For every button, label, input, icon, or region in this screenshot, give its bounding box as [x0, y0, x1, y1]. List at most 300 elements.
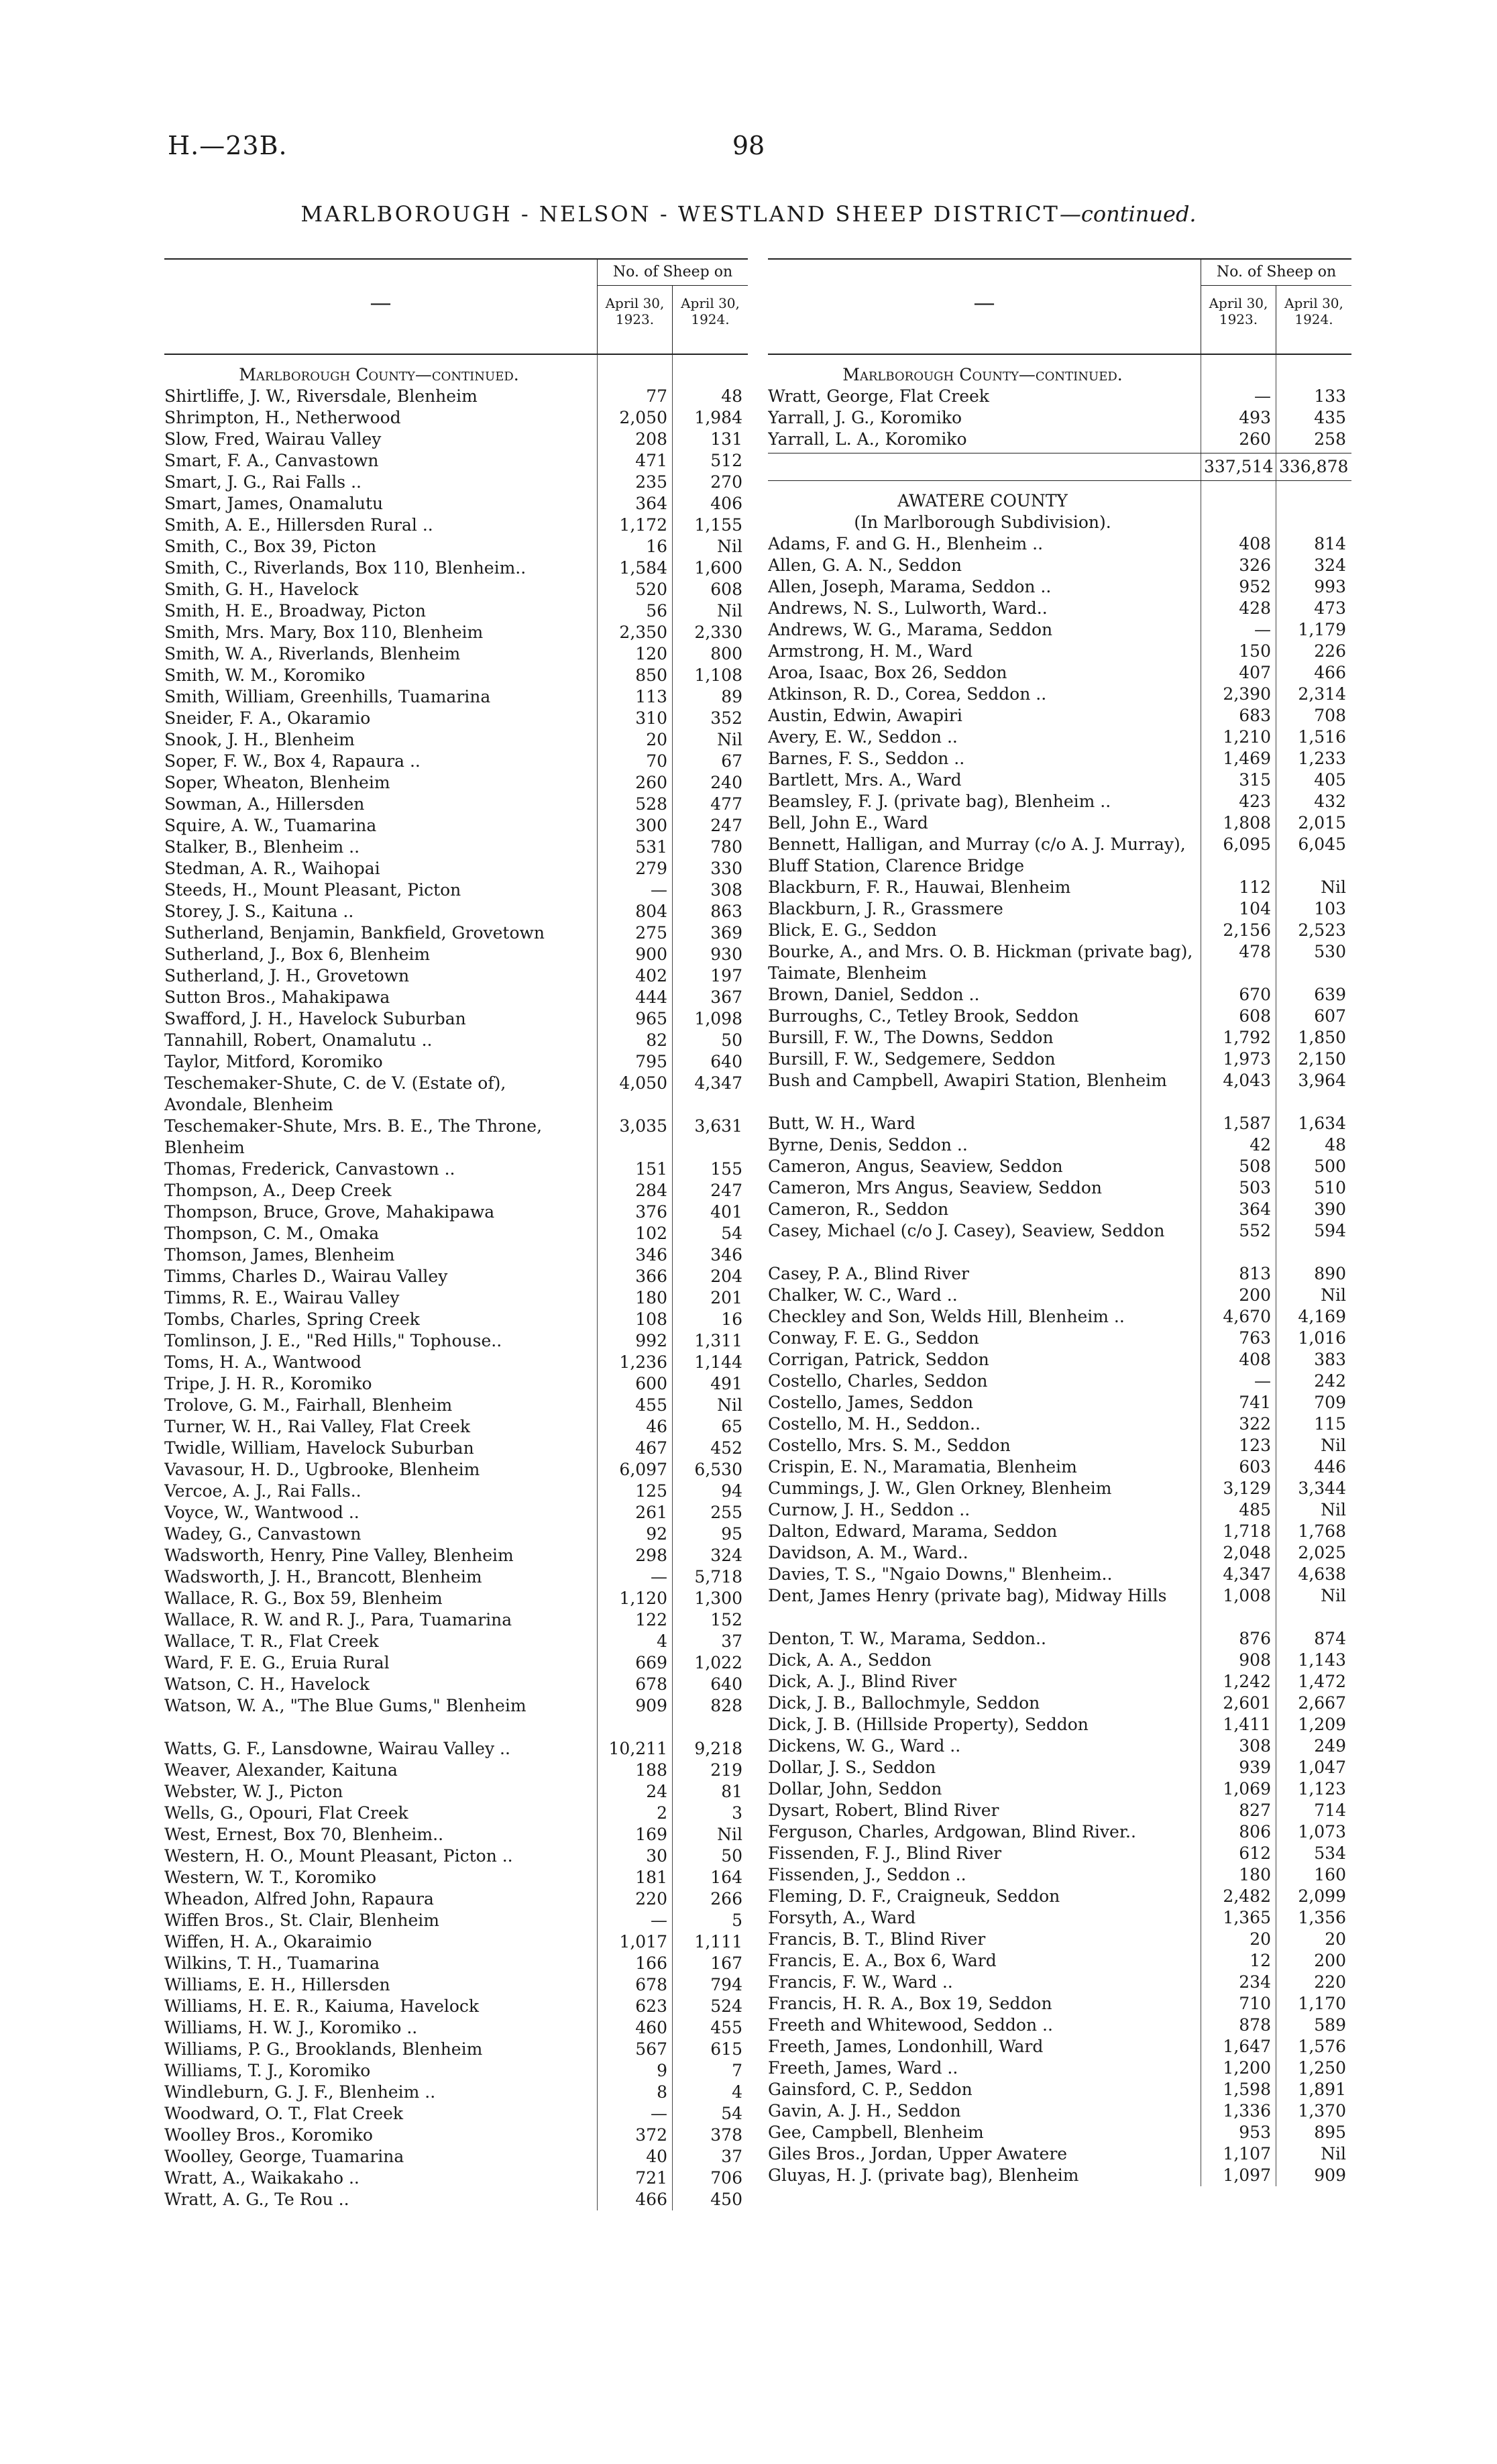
sheep-1923: 408	[1239, 1350, 1271, 1369]
table-row	[768, 1456, 1351, 1478]
owner-name: Tannahill, Robert, Onamalutu ..	[164, 1030, 433, 1050]
owner-name: Bursill, F. W., Sedgemere, Seddon	[768, 1049, 1056, 1069]
owner-name: Blick, E. G., Seddon	[768, 920, 937, 940]
owner-name: Toms, H. A., Wantwood	[164, 1352, 362, 1372]
sheep-1923: 1,210	[1223, 727, 1271, 747]
sheep-1923: 2,390	[1223, 684, 1271, 704]
owner-name: Wallace, R. G., Box 59, Blenheim	[164, 1589, 443, 1608]
sheep-1923: 208	[635, 429, 667, 449]
sheep-1923: 909	[635, 1696, 667, 1715]
sheep-1923: 678	[635, 1975, 667, 1994]
table-row	[164, 1974, 748, 1996]
table-row	[164, 1953, 748, 1974]
sheep-1924: 1,022	[694, 1653, 742, 1672]
sheep-1923: 600	[635, 1374, 667, 1393]
table-row	[768, 1929, 1351, 1950]
table-row	[164, 858, 748, 879]
sheep-1923: 1,008	[1223, 1586, 1271, 1605]
sheep-1924: 401	[710, 1202, 742, 1222]
owner-name: Fleming, D. F., Craigneuk, Seddon	[768, 1886, 1060, 1906]
table-row	[164, 1502, 748, 1523]
sheep-1923: 16	[646, 537, 667, 556]
table-row	[768, 748, 1351, 769]
sheep-1924: 1,984	[694, 408, 742, 427]
owner-name: Wiffen, H. A., Okaraimio	[164, 1932, 372, 1951]
table-row	[164, 1523, 748, 1545]
table-row	[768, 1263, 1351, 1285]
sheep-1923: 108	[635, 1309, 667, 1329]
sheep-1924: Nil	[1321, 1500, 1346, 1519]
owner-name: Trolove, G. M., Fairhall, Blenheim	[164, 1395, 453, 1415]
table-row	[768, 1714, 1351, 1735]
sheep-1924: 50	[721, 1030, 742, 1050]
owner-name: Thomson, James, Blenheim	[164, 1245, 395, 1265]
owner-name: Bell, John E., Ward	[768, 813, 928, 833]
owner-name: Blackburn, J. R., Grassmere	[768, 899, 1003, 918]
table-row	[164, 1845, 748, 1867]
table-row	[768, 555, 1351, 576]
sheep-1924: 2,025	[1298, 1543, 1346, 1562]
owner-name: Cameron, Mrs Angus, Seaview, Seddon	[768, 1178, 1102, 1197]
sheep-1923: 315	[1239, 770, 1271, 790]
owner-name: Francis, B. T., Blind River	[768, 1929, 986, 1949]
owner-name: Swafford, J. H., Havelock Suburban	[164, 1009, 466, 1028]
sheep-1924: 530	[1314, 942, 1346, 961]
owner-name: Austin, Edwin, Awapiri	[768, 706, 962, 725]
sheep-1923: 125	[635, 1481, 667, 1501]
sheep-1923: 9	[657, 2061, 667, 2080]
table-row	[768, 705, 1351, 727]
owner-name: Thompson, A., Deep Creek	[164, 1181, 392, 1200]
sheep-1923: 827	[1239, 1801, 1271, 1820]
table-row	[768, 641, 1351, 662]
table-row	[164, 2103, 748, 2125]
owner-name: Storey, J. S., Kaituna ..	[164, 902, 354, 921]
owner-name: Beamsley, F. J. (private bag), Blenheim ..	[768, 792, 1111, 811]
page-number: 98	[732, 131, 765, 160]
section-heading: Marlborough County—continued.	[239, 365, 519, 384]
owner-name: Sneider, F. A., Okaramio	[164, 708, 371, 728]
sheep-1923: 310	[635, 708, 667, 728]
owner-name: Bourke, A., and Mrs. O. B. Hickman (private bag), Taimate, Blenheim	[768, 942, 1193, 983]
sheep-1924: 240	[710, 773, 742, 792]
sheep-1923: 4	[657, 1631, 667, 1651]
table-row	[768, 1413, 1351, 1435]
table-row	[164, 1330, 748, 1352]
sheep-1923: 508	[1239, 1157, 1271, 1176]
table-row	[768, 1134, 1351, 1156]
owner-name: Conway, F. E. G., Seddon	[768, 1328, 979, 1348]
owner-name: Gavin, A. J. H., Seddon	[768, 2101, 961, 2121]
sheep-1924: 3,344	[1298, 1479, 1346, 1498]
owner-name: Sutton Bros., Mahakipawa	[164, 987, 390, 1007]
table-row	[768, 2036, 1351, 2057]
sheep-1923: 120	[635, 644, 667, 663]
sheep-1923: 92	[646, 1524, 667, 1544]
sheep-1923: 528	[635, 794, 667, 814]
sheep-1924: 1,123	[1298, 1779, 1346, 1799]
owner-name: Allen, G. A. N., Seddon	[768, 555, 962, 575]
table-row	[768, 898, 1351, 920]
sheep-1923: —	[651, 2104, 667, 2123]
owner-name: Yarrall, J. G., Koromiko	[768, 408, 962, 427]
sheep-1924: 500	[1314, 1157, 1346, 1176]
owner-name: Shrimpton, H., Netherwood	[164, 408, 401, 427]
table-row	[164, 944, 748, 965]
owner-name: Timms, Charles D., Wairau Valley	[164, 1267, 448, 1286]
sheep-1923: 485	[1239, 1500, 1271, 1519]
sheep-1923: 1,107	[1223, 2144, 1271, 2163]
sheep-1924: 103	[1314, 899, 1346, 918]
sheep-1924: 828	[710, 1696, 742, 1715]
sheep-1923: 423	[1239, 792, 1271, 811]
sheep-1923: 2,050	[619, 408, 667, 427]
owner-name: Yarrall, L. A., Koromiko	[768, 429, 967, 449]
sheep-1923: 70	[646, 751, 667, 771]
table-row	[164, 922, 748, 944]
owner-name: Casey, Michael (c/o J. Casey), Seaview, Seddon	[768, 1221, 1165, 1240]
sheep-1924: 369	[710, 923, 742, 943]
owner-name: Allen, Joseph, Marama, Seddon ..	[768, 577, 1052, 596]
table-row	[768, 1778, 1351, 1800]
owner-name: Denton, T. W., Marama, Seddon..	[768, 1629, 1046, 1648]
table-row	[768, 1156, 1351, 1177]
sheep-1923: 471	[635, 451, 667, 470]
sheep-1923: 122	[635, 1610, 667, 1629]
table-row	[768, 920, 1351, 941]
subdivision-note: (In Marlborough Subdivision).	[854, 513, 1111, 532]
sheep-1923: 6,097	[619, 1460, 667, 1479]
owner-name: Curnow, J. H., Seddon ..	[768, 1500, 971, 1519]
sheep-1923: 466	[635, 2190, 667, 2209]
table-row	[768, 2100, 1351, 2122]
sheep-1924: 247	[710, 816, 742, 835]
owner-name: Cummings, J. W., Glen Orkney, Blenheim	[768, 1479, 1112, 1498]
sheep-1923: —	[651, 880, 667, 900]
sheep-1923: 2	[657, 1803, 667, 1823]
owner-name: Taylor, Mitford, Koromiko	[164, 1052, 383, 1071]
table-row	[164, 879, 748, 901]
sheep-1923: 710	[1239, 1994, 1271, 2013]
sheep-1923: 503	[1239, 1178, 1271, 1197]
header-dash: —	[370, 290, 392, 315]
sheep-1924: 6,045	[1298, 835, 1346, 854]
sheep-1924: 3	[732, 1803, 742, 1823]
sheep-1924: 201	[710, 1288, 742, 1307]
owner-name: Sutherland, J., Box 6, Blenheim	[164, 945, 431, 964]
table-row	[164, 1201, 748, 1223]
owner-name: Cameron, Angus, Seaview, Seddon	[768, 1157, 1063, 1176]
table-row	[768, 1735, 1351, 1757]
sheep-1923: 12	[1250, 1951, 1271, 1970]
sheep-1924: 1,233	[1298, 749, 1346, 768]
sheep-1924: 65	[721, 1417, 742, 1436]
table-row	[164, 1631, 748, 1652]
owner-name: Wadey, G., Canvastown	[164, 1524, 362, 1544]
table-row	[164, 1416, 748, 1438]
owner-name: Sutherland, J. H., Grovetown	[164, 966, 410, 985]
table-row	[768, 1628, 1351, 1650]
table-row	[164, 751, 748, 772]
sheep-1924: 324	[710, 1546, 742, 1565]
table-row	[164, 1824, 748, 1845]
sheep-1924: 67	[721, 751, 742, 771]
owner-name: Smith, Mrs. Mary, Box 110, Blenheim	[164, 623, 484, 642]
owner-name: Dollar, J. S., Seddon	[768, 1758, 936, 1777]
sheep-1923: 364	[1239, 1199, 1271, 1219]
table-row	[164, 1695, 748, 1738]
table-row	[164, 1373, 748, 1395]
total-1924: 336,878	[1279, 457, 1349, 476]
sheep-1923: 260	[1239, 429, 1271, 449]
sheep-1924: 452	[710, 1438, 742, 1458]
sheep-1923: 444	[635, 987, 667, 1007]
sheep-1924: 4,638	[1298, 1564, 1346, 1584]
col-1923-header: April 30, 1923.	[1201, 286, 1276, 354]
sheep-1924: 1,634	[1298, 1114, 1346, 1133]
owner-name: Wratt, George, Flat Creek	[768, 386, 989, 406]
owner-name: Wallace, T. R., Flat Creek	[164, 1631, 379, 1651]
table-row	[768, 1285, 1351, 1306]
sheep-1924: 346	[710, 1245, 742, 1265]
section-heading: Marlborough County—continued.	[842, 365, 1123, 384]
sheep-1924: 255	[710, 1503, 742, 1522]
sheep-1923: 567	[635, 2039, 667, 2059]
owner-name: Byrne, Denis, Seddon ..	[768, 1135, 968, 1155]
owner-name: Dick, A. J., Blind River	[768, 1672, 957, 1691]
sheep-1924: 20	[1325, 1929, 1346, 1949]
sheep-1924: 1,472	[1298, 1672, 1346, 1691]
sheep-1924: 2,150	[1298, 1049, 1346, 1069]
table-row	[164, 2039, 748, 2060]
table-row	[768, 1113, 1351, 1134]
sheep-1923: —	[651, 1911, 667, 1930]
sheep-1923: 2,482	[1223, 1886, 1271, 1906]
sheep-1924: Nil	[717, 537, 742, 556]
sheep-1923: 795	[635, 1052, 667, 1071]
owner-name: Twidle, William, Havelock Suburban	[164, 1438, 474, 1458]
sheep-1923: 1,598	[1223, 2080, 1271, 2099]
owner-name: Tomlinson, J. E., "Red Hills," Tophouse..	[164, 1331, 502, 1350]
owner-name: Stedman, A. R., Waihopai	[164, 859, 380, 878]
owner-name: Western, W. T., Koromiko	[164, 1868, 377, 1887]
owner-name: Tripe, J. H. R., Koromiko	[164, 1374, 372, 1393]
sheep-1923: 908	[1239, 1650, 1271, 1670]
sheep-1924: 780	[710, 837, 742, 857]
table-row	[768, 941, 1351, 984]
owner-name: Aroa, Isaac, Box 26, Seddon	[768, 663, 1007, 682]
owner-name: Williams, H. E. R., Kaiuma, Havelock	[164, 1996, 480, 2016]
table-row	[768, 533, 1351, 555]
table-row	[768, 1306, 1351, 1328]
table-row	[768, 1392, 1351, 1413]
sheep-1923: 2,601	[1223, 1693, 1271, 1713]
table-row	[768, 2015, 1351, 2036]
sheep-1923: 1,120	[619, 1589, 667, 1608]
table-row	[164, 729, 748, 751]
sheep-1924: 383	[1314, 1350, 1346, 1369]
sheep-1924: 2,314	[1298, 684, 1346, 704]
sheep-1923: 234	[1239, 1972, 1271, 1992]
sheep-1924: 270	[710, 472, 742, 492]
owner-name: Smith, A. E., Hillersden Rural ..	[164, 515, 433, 535]
table-row	[164, 2146, 748, 2167]
sheep-1924: 1,600	[694, 558, 742, 578]
table-row	[164, 1588, 748, 1609]
sheep-1923: 460	[635, 2018, 667, 2037]
sheep-1924: 50	[721, 1846, 742, 1866]
sheep-1924: 160	[1314, 1865, 1346, 1884]
owner-name: Adams, F. and G. H., Blenheim ..	[768, 534, 1044, 553]
owner-name: Francis, F. W., Ward ..	[768, 1972, 953, 1992]
owner-name: Smart, James, Onamalutu	[164, 494, 384, 513]
owner-name: Watson, W. A., "The Blue Gums," Blenheim	[164, 1696, 526, 1715]
sheep-1923: 1,236	[619, 1352, 667, 1372]
table-row	[768, 1177, 1351, 1199]
table-row	[164, 429, 748, 450]
sheep-1924: 37	[721, 2147, 742, 2166]
sheep-1924: 708	[1314, 706, 1346, 725]
sheep-1924: 640	[710, 1674, 742, 1694]
sheep-1923: 300	[635, 816, 667, 835]
sheep-1924: 435	[1314, 408, 1346, 427]
sheep-1924: 6,530	[694, 1460, 742, 1479]
table-row	[768, 2122, 1351, 2143]
owner-name: Smith, H. E., Broadway, Picton	[164, 601, 426, 621]
owner-name: Thomas, Frederick, Canvastown ..	[164, 1159, 455, 1179]
table-row	[164, 665, 748, 686]
table-row	[768, 1843, 1351, 1864]
owner-name: Smart, J. G., Rai Falls ..	[164, 472, 362, 492]
sheep-1923: 3,129	[1223, 1479, 1271, 1498]
sheep-1923: 1,200	[1223, 2058, 1271, 2078]
owner-name: Vavasour, H. D., Ugbrooke, Blenheim	[164, 1460, 480, 1479]
table-row	[768, 834, 1351, 877]
sheep-1923: 878	[1239, 2015, 1271, 2035]
owner-name: Gluyas, H. J. (private bag), Blenheim	[768, 2165, 1079, 2185]
sheep-1923: 20	[646, 730, 667, 749]
owner-name: Casey, P. A., Blind River	[768, 1264, 969, 1283]
sheep-1923: 4,347	[1223, 1564, 1271, 1584]
sheep-1923: 493	[1239, 408, 1271, 427]
sheep-1924: 308	[710, 880, 742, 900]
owner-name: Avery, E. W., Seddon ..	[768, 727, 958, 747]
owner-name: Smith, C., Riverlands, Box 110, Blenheim..	[164, 558, 526, 578]
sheep-1924: 432	[1314, 792, 1346, 811]
table-row	[768, 2165, 1351, 2186]
owner-name: Wiffen Bros., St. Clair, Blenheim	[164, 1911, 439, 1930]
sheep-1923: 260	[635, 773, 667, 792]
sheep-1924: 1,850	[1298, 1028, 1346, 1047]
owner-name: Gee, Campbell, Blenheim	[768, 2123, 984, 2142]
sheep-1924: 895	[1314, 2123, 1346, 2142]
sheep-1923: 188	[635, 1760, 667, 1780]
sheep-1923: 56	[646, 601, 667, 621]
sheep-1924: Nil	[1321, 2144, 1346, 2163]
owner-name: Armstrong, H. M., Ward	[768, 641, 973, 661]
table-row	[768, 1821, 1351, 1843]
sheep-1924: Nil	[717, 730, 742, 749]
sheep-1923: 308	[1239, 1736, 1271, 1756]
sheep-1923: 24	[646, 1782, 667, 1801]
sheep-1924: 200	[1314, 1951, 1346, 1970]
sheep-1923: 112	[1239, 877, 1271, 897]
table-row	[768, 662, 1351, 684]
table-row	[164, 1438, 748, 1459]
table-row	[164, 2017, 748, 2039]
owner-name: Wheadon, Alfred John, Rapaura	[164, 1889, 434, 1909]
sheep-1924: Nil	[1321, 1436, 1346, 1455]
sheep-1924: 594	[1314, 1221, 1346, 1240]
sheep-1924: 131	[710, 429, 742, 449]
table-row	[768, 1650, 1351, 1671]
sheep-1924: 5	[732, 1911, 742, 1930]
table-row	[768, 1371, 1351, 1392]
sheep-1923: 678	[635, 1674, 667, 1694]
sheep-1924: 95	[721, 1524, 742, 1544]
sheep-1924: 1,179	[1298, 620, 1346, 639]
sheep-1924: 378	[710, 2125, 742, 2145]
total-1923: 337,514	[1204, 457, 1274, 476]
sheep-1924: 197	[710, 966, 742, 985]
group-title: No. of Sheep on	[598, 260, 748, 286]
sheep-1924: 1,143	[1298, 1650, 1346, 1670]
sheep-1923: 721	[635, 2168, 667, 2188]
table-row	[768, 1435, 1351, 1456]
table-row	[164, 1781, 748, 1803]
owner-name: Butt, W. H., Ward	[768, 1114, 916, 1133]
sheep-1924: 1,144	[694, 1352, 742, 1372]
sheep-1923: 623	[635, 1996, 667, 2016]
sheep-1923: 275	[635, 923, 667, 943]
sheep-1923: 804	[635, 902, 667, 921]
sheep-1923: 166	[635, 1953, 667, 1973]
table-row	[164, 1738, 748, 1760]
sheep-1923: 520	[635, 580, 667, 599]
table-row	[164, 1309, 748, 1330]
table-row	[164, 2125, 748, 2146]
owner-name: Wilkins, T. H., Tuamarina	[164, 1953, 380, 1973]
table-row	[768, 1199, 1351, 1220]
sheep-1924: 115	[1314, 1414, 1346, 1434]
owner-name: Stalker, B., Blenheim ..	[164, 837, 360, 857]
owner-name: Vercoe, A. J., Rai Falls..	[164, 1481, 362, 1501]
sheep-1923: —	[1254, 1371, 1271, 1391]
table-row	[164, 450, 748, 472]
sheep-1924: 226	[1314, 641, 1346, 661]
sheep-1923: 113	[635, 687, 667, 706]
sheep-1923: 2,350	[619, 623, 667, 642]
sheep-1924: 446	[1314, 1457, 1346, 1477]
owner-name: Davies, T. S., "Ngaio Downs," Blenheim..	[768, 1564, 1113, 1584]
table-row	[164, 2189, 748, 2210]
table-row	[164, 386, 748, 407]
owner-name: Fissenden, F. J., Blind River	[768, 1843, 1002, 1863]
sheep-1924: 466	[1314, 663, 1346, 682]
owner-name: Smith, G. H., Havelock	[164, 580, 359, 599]
sheep-1923: 455	[635, 1395, 667, 1415]
owner-name: Smith, W. A., Riverlands, Blenheim	[164, 644, 461, 663]
table-row	[164, 1180, 748, 1201]
sheep-1923: 608	[1239, 1006, 1271, 1026]
owner-name: Sutherland, Benjamin, Bankfield, Grovetown	[164, 923, 545, 943]
sheep-1924: 367	[710, 987, 742, 1007]
sheep-1923: 850	[635, 665, 667, 685]
sheep-1924: Nil	[1321, 1586, 1346, 1605]
left-table	[164, 258, 748, 2210]
sheep-1923: 1,973	[1223, 1049, 1271, 1069]
sheep-1924: 4	[732, 2082, 742, 2102]
